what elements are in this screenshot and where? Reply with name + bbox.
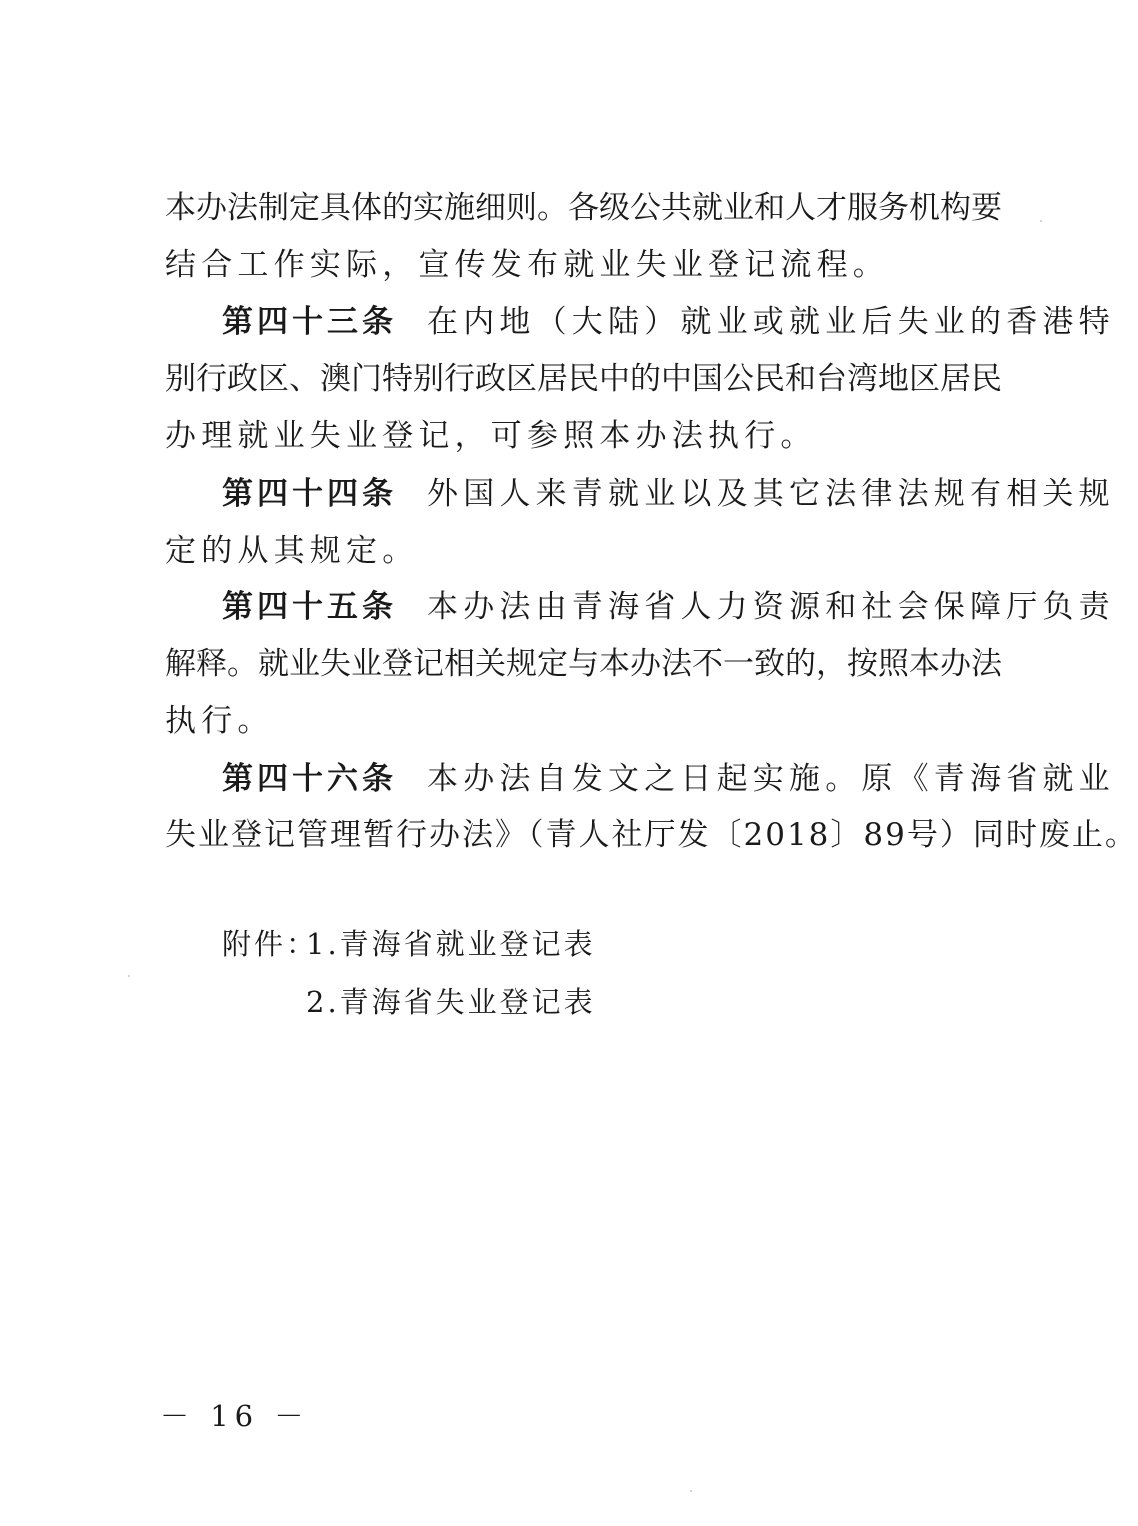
article-text: 外国人来青就业以及其它法律法规有相关规 [427,476,1115,512]
scan-speck [128,975,130,977]
article-title: 第四十六条 [222,761,397,797]
article-title: 第四十四条 [222,476,397,512]
paragraph-line: 解释。就业失业登记相关规定与本办法不一致的，按照本办法 [165,646,1002,682]
article-title: 第四十三条 [222,304,397,340]
article-title: 第四十五条 [222,589,397,625]
paragraph-line: 别行政区、澳门特别行政区居民中的中国公民和台湾地区居民 [165,361,1002,397]
scan-speck [1040,220,1042,222]
paragraph-line: 执行。 [165,703,274,739]
article-46-first-line [222,759,1115,799]
scan-speck [690,1490,692,1492]
article-text: 在内地（大陆）就业或就业后失业的香港特 [427,304,1115,340]
paragraph-line: 结合工作实际，宣传发布就业失业登记流程。 [165,247,889,283]
page-number: － 16 － [160,1399,310,1433]
attachments-label: 附件： [222,927,319,961]
article-text: 本办法由青海省人力资源和社会保障厅负责 [427,589,1115,625]
paragraph-line: 办理就业失业登记，可参照本办法执行。 [165,418,817,454]
paragraph-line: 本办法制定具体的实施细则。各级公共就业和人才服务机构要 [165,190,1002,226]
article-text: 本办法自发文之日起实施。原《青海省就业 [427,761,1115,797]
article-44-first-line [222,474,1115,514]
article-43-first-line [222,302,1115,342]
article-45-first-line [222,587,1115,627]
attachment-item: 2.青海省失业登记表 [306,985,596,1019]
paragraph-line: 失业登记管理暂行办法》（青人社厅发〔2018〕89号）同时废止。 [165,817,1138,853]
paragraph-line: 定的从其规定。 [165,533,419,569]
attachment-item: 1.青海省就业登记表 [306,927,596,961]
